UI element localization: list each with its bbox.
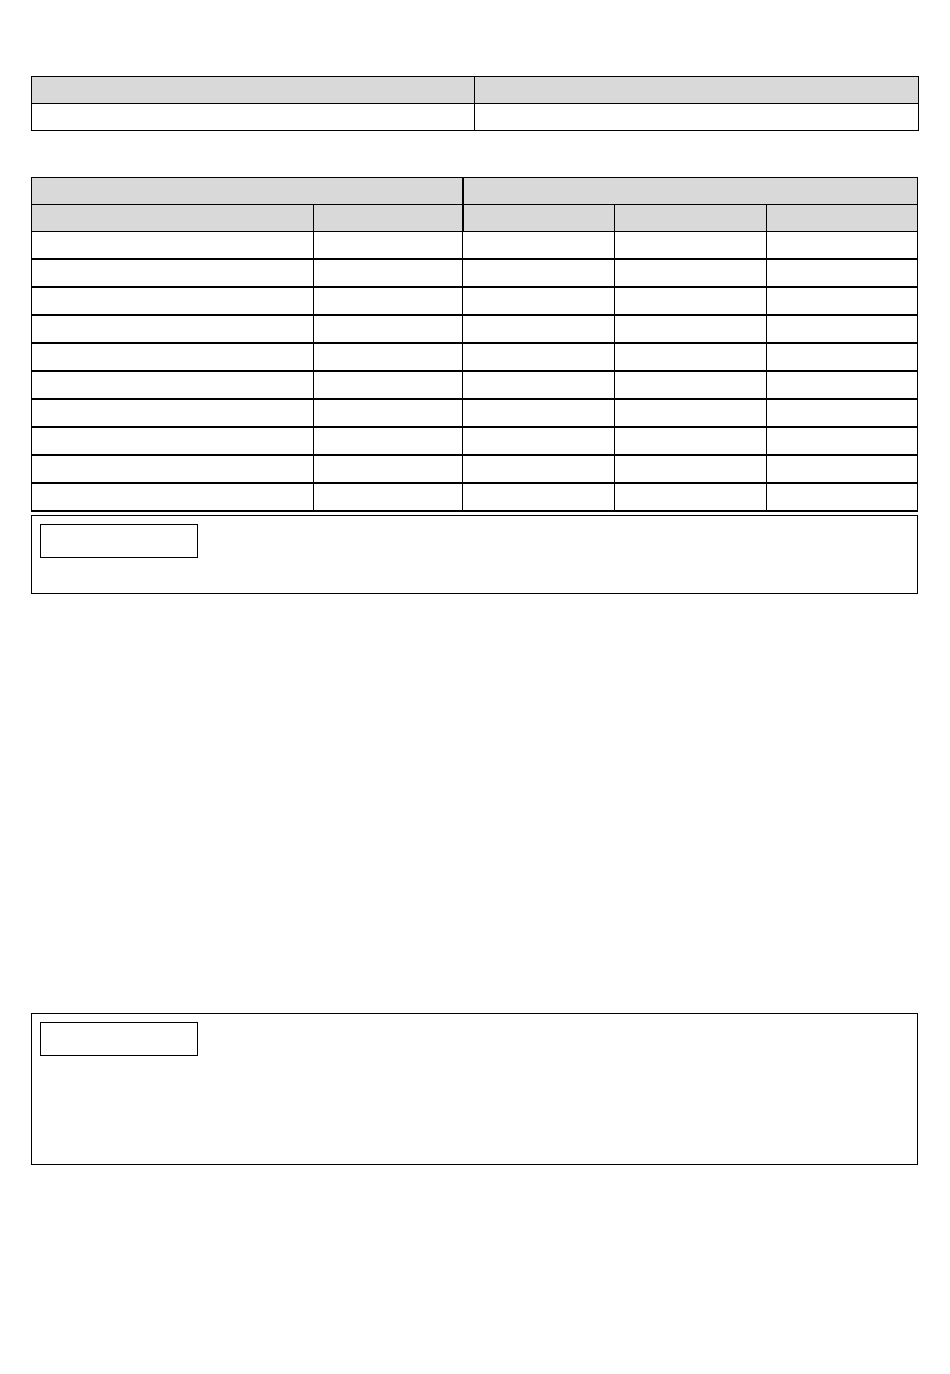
table-row bbox=[32, 371, 918, 399]
column-header-cell bbox=[314, 205, 463, 232]
table-cell bbox=[314, 455, 463, 483]
info-header-cell bbox=[32, 77, 475, 104]
table-cell bbox=[767, 427, 918, 455]
info-table bbox=[31, 76, 919, 131]
info-header-cell bbox=[475, 77, 919, 104]
table-cell bbox=[32, 455, 314, 483]
table-cell bbox=[615, 315, 767, 343]
table-cell bbox=[767, 343, 918, 371]
table-row bbox=[32, 287, 918, 315]
table-cell bbox=[463, 455, 615, 483]
table-cell bbox=[463, 343, 615, 371]
info-value-cell bbox=[475, 104, 919, 131]
table-cell bbox=[767, 455, 918, 483]
note-box bbox=[31, 515, 918, 594]
table-cell bbox=[463, 427, 615, 455]
table-cell bbox=[615, 287, 767, 315]
table-cell bbox=[32, 287, 314, 315]
table-cell bbox=[615, 427, 767, 455]
group-header-cell bbox=[463, 178, 918, 205]
table-cell bbox=[615, 232, 767, 260]
column-header-cell bbox=[615, 205, 767, 232]
info-value-row bbox=[32, 104, 919, 131]
table-cell bbox=[463, 315, 615, 343]
group-header-row bbox=[32, 178, 918, 205]
table-cell bbox=[314, 287, 463, 315]
table-cell bbox=[32, 371, 314, 399]
table-cell bbox=[314, 343, 463, 371]
table-cell bbox=[32, 315, 314, 343]
table-cell bbox=[32, 399, 314, 427]
table-cell bbox=[767, 232, 918, 260]
table-cell bbox=[463, 259, 615, 287]
table-cell bbox=[463, 287, 615, 315]
table-row bbox=[32, 399, 918, 427]
column-header-cell bbox=[463, 205, 615, 232]
table-cell bbox=[314, 427, 463, 455]
table-cell bbox=[314, 259, 463, 287]
grid-body bbox=[32, 232, 918, 512]
table-cell bbox=[463, 399, 615, 427]
table-row bbox=[32, 259, 918, 287]
table-row bbox=[32, 232, 918, 260]
table-cell bbox=[767, 287, 918, 315]
table-cell bbox=[314, 232, 463, 260]
info-value-cell bbox=[32, 104, 475, 131]
table-cell bbox=[32, 343, 314, 371]
table-cell bbox=[767, 483, 918, 511]
table-row bbox=[32, 315, 918, 343]
note-label bbox=[40, 1022, 198, 1056]
column-header-cell bbox=[32, 205, 314, 232]
table-cell bbox=[615, 455, 767, 483]
table-cell bbox=[314, 371, 463, 399]
table-cell bbox=[463, 371, 615, 399]
table-cell bbox=[463, 232, 615, 260]
table-row bbox=[32, 427, 918, 455]
column-header-row bbox=[32, 205, 918, 232]
table-cell bbox=[767, 315, 918, 343]
table-cell bbox=[314, 483, 463, 511]
table-cell bbox=[32, 483, 314, 511]
table-cell bbox=[767, 371, 918, 399]
note-label bbox=[40, 524, 198, 558]
table-cell bbox=[32, 427, 314, 455]
column-header-cell bbox=[767, 205, 918, 232]
table-cell bbox=[767, 399, 918, 427]
table-row bbox=[32, 483, 918, 511]
grid-table bbox=[31, 177, 918, 512]
table-cell bbox=[767, 259, 918, 287]
table-cell bbox=[314, 399, 463, 427]
table-cell bbox=[615, 371, 767, 399]
table-row bbox=[32, 455, 918, 483]
table-cell bbox=[463, 483, 615, 511]
table-cell bbox=[314, 315, 463, 343]
table-cell bbox=[615, 343, 767, 371]
table-cell bbox=[32, 232, 314, 260]
table-row bbox=[32, 343, 918, 371]
table-cell bbox=[32, 259, 314, 287]
table-cell bbox=[615, 399, 767, 427]
table-cell bbox=[615, 483, 767, 511]
table-cell bbox=[615, 259, 767, 287]
note-box bbox=[31, 1013, 918, 1165]
info-header-row bbox=[32, 77, 919, 104]
group-header-cell bbox=[32, 178, 463, 205]
